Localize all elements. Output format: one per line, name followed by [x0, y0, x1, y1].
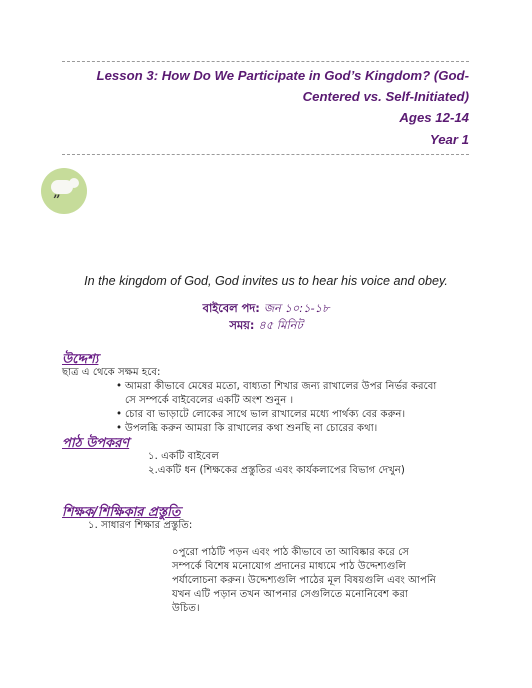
teacher-prep-heading: শিক্ষক/শিক্ষিকার প্রস্তুতি: [62, 505, 181, 520]
ages-label: Ages 12-14: [399, 110, 469, 125]
lesson-title-line2: Centered vs. Self-Initiated): [302, 89, 469, 104]
bible-verse-label: বাইবেল পদ:: [202, 301, 260, 315]
prep-subheading: ১. সাধারণ শিক্ষার প্রস্তুতি:: [88, 520, 193, 531]
year-label: Year 1: [429, 132, 469, 147]
materials-heading: পাঠ উপকরণ: [62, 436, 130, 451]
prep-paragraph-line: উচিত।: [172, 603, 200, 614]
top-divider: [62, 61, 469, 62]
prep-paragraph-line: সম্পর্কে বিশেষ মনোযোগ প্রদানের মাধ্যমে পাঠ উদ্দেশ্যগুলি: [172, 561, 407, 572]
prep-paragraph-line: যখন এটি পড়ান তখন আপনার সেগুলিতে মনোনিবেশ করা: [172, 589, 408, 600]
objective-item: • চোর বা ভাড়াটে লোকের সাথে ভাল রাখালের মধ্যে পার্থক্য বের করুন।: [116, 409, 406, 420]
lesson-time: [0, 317, 532, 336]
objectives-lead: ছাত্র এ থেকে সক্ষম হবে:: [62, 367, 161, 378]
prep-paragraph-line: ০পুরো পাঠটি পড়ন এবং পাঠ কীভাবে তা আবিষ্কার করে সে: [172, 547, 409, 558]
objective-item: সে সম্পর্কে বাইবেলের একটি অংশ শুনুন ।: [125, 395, 294, 406]
objective-item: • উপলব্ধি করুন আমরা কি রাখালের কথা শুনছি না চোরের কথা।: [116, 423, 378, 434]
lesson-title-line1: Lesson 3: How Do We Participate in God’s Kingdom? (God-: [96, 68, 469, 83]
lesson-time-label: সময়:: [229, 318, 255, 332]
header-divider: [62, 154, 469, 155]
objective-item: • আমরা কীভাবে মেষের মতো, বাধ্যতা শিখার জন্য রাখালের উপর নির্ভর করবো: [116, 381, 437, 392]
prep-paragraph-line: পর্যালোচনা করুন। উদ্দেশ্যগুলি পাঠের মূল বিষয়গুলি এবং আপনি: [172, 575, 436, 586]
intro-sentence: In the kingdom of God, God invites us to hear his voice and obey.: [84, 274, 448, 288]
objectives-heading: উদ্দেশ্য: [62, 352, 99, 367]
lesson-time-value: ৪৫ মিনিট: [258, 318, 303, 332]
material-item: ২.একটি ধন (শিক্ষকের প্রস্তুতির এবং কার্যকলাপের বিভাগ দেখুন): [148, 465, 405, 476]
material-item: ১. একটি বাইবেল: [148, 451, 219, 462]
bible-verse-value: জন ১০:১-১৮: [263, 301, 330, 315]
sheep-icon: ”: [41, 168, 87, 214]
